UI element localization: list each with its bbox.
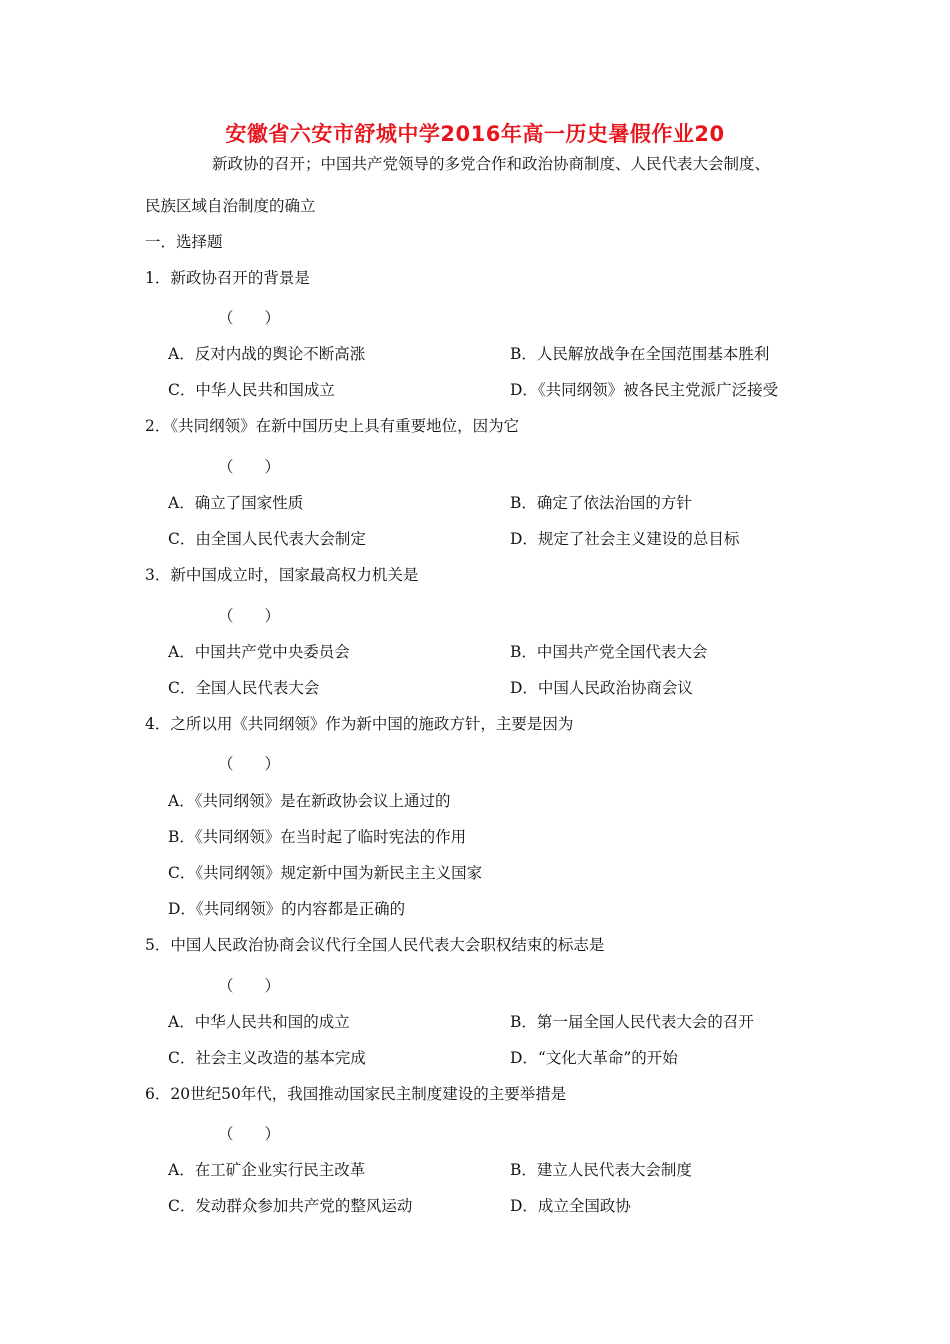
subtitle-line-2: 民族区域自治制度的确立	[145, 197, 316, 215]
question-stem: 4．之所以用《共同纲领》作为新中国的施政方针，主要是因为	[145, 715, 574, 733]
question-stem: 3．新中国成立时，国家最高权力机关是	[145, 566, 419, 584]
answer-bracket: （ ）	[218, 309, 281, 327]
option-c: C．发动群众参加共产党的整风运动	[168, 1197, 413, 1215]
option-d: D．“文化大革命”的开始	[510, 1049, 678, 1067]
question-stem: 2．《共同纲领》在新中国历史上具有重要地位，因为它	[145, 417, 520, 435]
option-a: A．中华人民共和国的成立	[168, 1013, 350, 1031]
question-stem: 1．新政协召开的背景是	[145, 269, 310, 287]
option-b: B．确定了依法治国的方针	[510, 494, 692, 512]
option-b: B．《共同纲领》在当时起了临时宪法的作用	[168, 828, 467, 846]
option-b: B．中国共产党全国代表大会	[510, 643, 708, 661]
option-a: A．反对内战的舆论不断高涨	[168, 345, 366, 363]
option-d: D．中国人民政治协商会议	[510, 679, 693, 697]
option-a: A．中国共产党中央委员会	[168, 643, 350, 661]
option-d: D．规定了社会主义建设的总目标	[510, 530, 740, 548]
option-c: C．全国人民代表大会	[168, 679, 320, 697]
answer-bracket: （ ）	[218, 1125, 281, 1143]
answer-bracket: （ ）	[218, 607, 281, 625]
option-b: B．人民解放战争在全国范围基本胜利	[510, 345, 770, 363]
answer-bracket: （ ）	[218, 458, 281, 476]
option-c: C．中华人民共和国成立	[168, 381, 335, 399]
option-d: D．《共同纲领》被各民主党派广泛接受	[510, 381, 779, 399]
option-a: A．《共同纲领》是在新政协会议上通过的	[168, 792, 451, 810]
subtitle-line-1: 新政协的召开；中国共产党领导的多党合作和政治协商制度、人民代表大会制度、	[212, 155, 771, 173]
option-d: D．《共同纲领》的内容都是正确的	[168, 900, 406, 918]
answer-bracket: （ ）	[218, 977, 281, 995]
option-a: A．在工矿企业实行民主改革	[168, 1161, 366, 1179]
answer-bracket: （ ）	[218, 755, 281, 773]
option-b: B．第一届全国人民代表大会的召开	[510, 1013, 754, 1031]
option-b: B．建立人民代表大会制度	[510, 1161, 692, 1179]
option-a: A．确立了国家性质	[168, 494, 304, 512]
option-c: C．由全国人民代表大会制定	[168, 530, 366, 548]
option-c: C．《共同纲领》规定新中国为新民主主义国家	[168, 864, 483, 882]
section-heading: 一．选择题	[145, 233, 223, 251]
option-d: D．成立全国政协	[510, 1197, 631, 1215]
document-title: 安徽省六安市舒城中学2016年高一历史暑假作业20	[225, 122, 725, 146]
question-stem: 6．20世纪50年代，我国推动国家民主制度建设的主要举措是	[145, 1085, 567, 1103]
option-c: C．社会主义改造的基本完成	[168, 1049, 366, 1067]
question-stem: 5．中国人民政治协商会议代行全国人民代表大会职权结束的标志是	[145, 936, 605, 954]
